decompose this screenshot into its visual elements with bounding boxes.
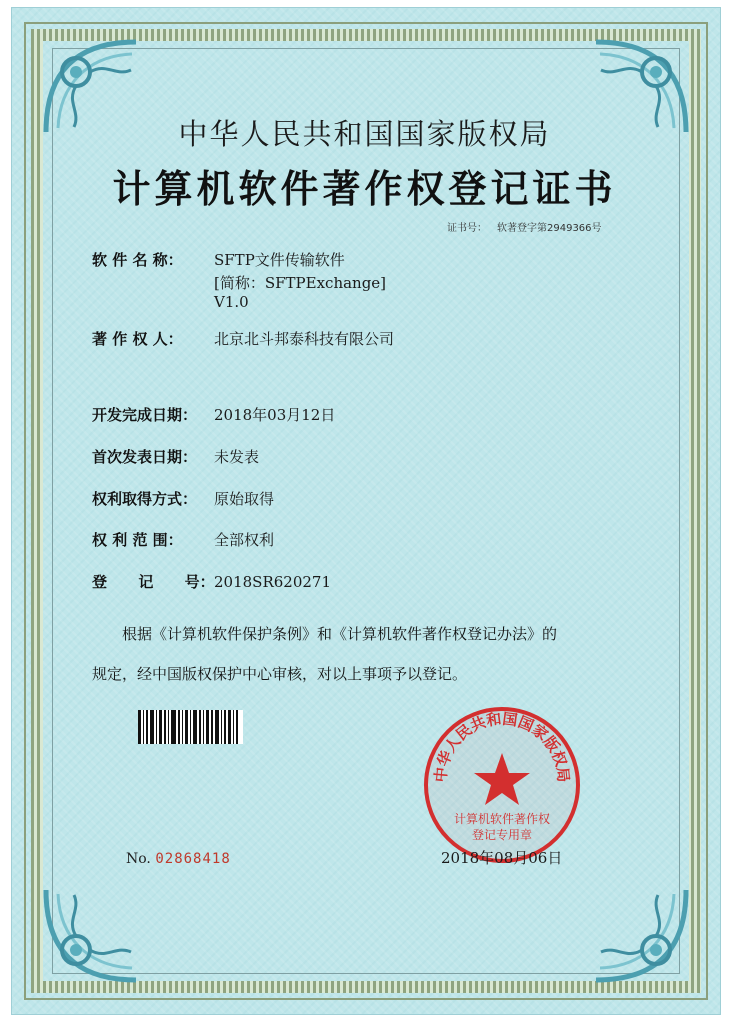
field-registration-number: [92, 571, 331, 592]
field-value: 2018年03月12日: [214, 406, 336, 424]
certificate-number-label: 证书号：: [447, 223, 487, 234]
seal-arc-text: 中华人民共和国国家版权局: [431, 709, 573, 783]
field-acquisition: [92, 488, 274, 509]
field-value: 2018SR620271: [214, 573, 332, 591]
barcode-icon: [138, 710, 243, 744]
field-label: 登 记 号：: [92, 573, 215, 591]
serial-number: [126, 851, 231, 867]
issuing-authority: 中华人民共和国国家版权局: [178, 117, 551, 151]
field-value: SFTP文件传输软件: [214, 251, 345, 269]
field-software-name: [92, 249, 345, 270]
serial-value: 02868418: [155, 851, 231, 867]
software-abbreviation: [简称：SFTPExchange]: [214, 274, 387, 292]
field-label: 著 作 权 人：: [92, 330, 183, 348]
field-label: 开发完成日期：: [92, 406, 198, 424]
issue-date: 2018年08月06日: [441, 849, 563, 867]
field-label: 软 件 名 称：: [92, 251, 183, 269]
serial-prefix: No.: [126, 851, 151, 867]
field-first-publication: [92, 446, 259, 467]
certificate-number-value: 软著登字第2949366号: [497, 223, 602, 234]
field-completion-date: [92, 404, 335, 425]
field-copyright-owner: [92, 328, 394, 349]
seal-text-line1: 计算机软件著作权: [453, 812, 551, 826]
field-value: 原始取得: [214, 490, 275, 508]
field-value: 未发表: [214, 448, 260, 466]
field-label: 权 利 范 围：: [92, 531, 183, 549]
statement-line: 根据《计算机软件保护条例》和《计算机软件著作权登记办法》的: [122, 625, 558, 643]
corner-ornament-icon: [36, 880, 146, 990]
statement-paragraph: [92, 614, 652, 694]
field-label: 权利取得方式：: [92, 490, 198, 508]
corner-ornament-icon: [586, 880, 696, 990]
field-scope: [92, 529, 274, 550]
field-value: 北京北斗邦泰科技有限公司: [214, 330, 395, 348]
official-seal: [422, 705, 582, 865]
document-title: 计算机软件著作权登记证书: [112, 167, 617, 211]
field-value: 全部权利: [214, 531, 275, 549]
field-label: 首次发表日期：: [92, 448, 198, 466]
statement-line: 规定，经中国版权保护中心审核，对以上事项予以登记。: [92, 665, 468, 683]
seal-text-line2: 登记专用章: [471, 828, 533, 842]
software-version: V1.0: [214, 293, 249, 311]
certificate-number: [447, 219, 612, 234]
